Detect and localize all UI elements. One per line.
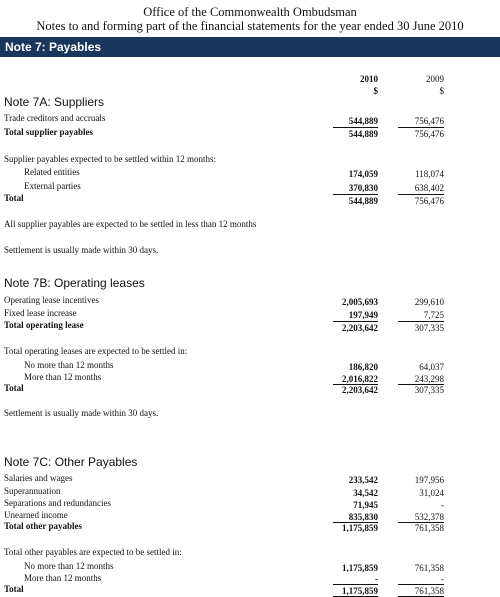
total-value-2009: 756,476 xyxy=(414,129,444,139)
total-label: Total other payables xyxy=(4,521,83,531)
total-value-2009: 756,476 xyxy=(414,196,444,206)
row-value-2010: 2,005,693 xyxy=(342,297,378,307)
total-value-2009: 307,335 xyxy=(414,385,444,395)
note7c-title: Note 7C: Other Payables xyxy=(4,455,138,469)
rule xyxy=(333,321,378,322)
row-value-2009: 7,725 xyxy=(423,310,444,320)
row-value-2010: 544,889 xyxy=(348,116,378,126)
total-value-2010: 544,889 xyxy=(348,129,378,139)
row-value-2010: 1,175,859 xyxy=(342,563,378,573)
row-value-2009: 243,298 xyxy=(414,374,444,384)
col-2009: 2009 xyxy=(426,74,444,84)
row-value-2009: 31,024 xyxy=(419,488,444,498)
row-value-2010: 186,820 xyxy=(348,362,378,372)
row-value-2009: 197,956 xyxy=(414,475,444,485)
row-label: Salaries and wages xyxy=(4,473,73,483)
row-value-2009: 761,358 xyxy=(414,563,444,573)
row-value-2010: 233,542 xyxy=(348,475,378,485)
row-label: No more than 12 months xyxy=(24,561,114,571)
col-2009-unit: $ xyxy=(439,86,444,96)
settle-heading: Total operating leases are expected to be settled in: xyxy=(4,346,188,356)
row-value-2010: 34,542 xyxy=(353,488,378,498)
total-label: Total operating lease xyxy=(4,320,84,330)
col-2010: 2010 xyxy=(360,74,378,84)
total-value-2009: 307,335 xyxy=(414,323,444,333)
row-value-2010: - xyxy=(375,574,378,584)
row-value-2010: 2,016,822 xyxy=(342,374,378,384)
row-value-2009: 638,402 xyxy=(414,183,444,193)
total-value-2010: 544,889 xyxy=(348,196,378,206)
row-label: Operating lease incentives xyxy=(4,295,99,305)
rule xyxy=(398,321,444,322)
rule xyxy=(398,127,444,128)
row-value-2010: 835,830 xyxy=(348,512,378,522)
row-value-2009: 64,037 xyxy=(419,362,444,372)
row-label: Unearned income xyxy=(4,510,68,520)
note7a-title: Note 7A: Suppliers xyxy=(4,95,105,109)
settle-heading: Supplier payables expected to be settled within 12 months: xyxy=(4,154,216,164)
row-value-2009: 532,378 xyxy=(414,512,444,522)
row-label: No more than 12 months xyxy=(24,360,114,370)
total-label: Total xyxy=(4,383,24,393)
rule xyxy=(398,584,444,585)
rule xyxy=(398,194,444,195)
rule xyxy=(333,127,378,128)
total-value-2010: 1,175,859 xyxy=(342,586,378,596)
row-value-2009: 118,074 xyxy=(415,169,444,179)
row-label: External parties xyxy=(24,181,81,191)
row-label: Separations and redundancies xyxy=(4,498,111,508)
settle-heading: Total other payables are expected to be settled in: xyxy=(4,547,182,557)
note-title-band xyxy=(0,37,500,57)
total-value-2010: 1,175,859 xyxy=(342,523,378,533)
rule xyxy=(333,584,378,585)
row-label: Superannuation xyxy=(4,486,61,496)
total-value-2010: 2,203,642 xyxy=(342,385,378,395)
row-label: More than 12 months xyxy=(24,573,102,583)
rule xyxy=(333,194,378,195)
note7b-title: Note 7B: Operating leases xyxy=(4,276,145,290)
col-2010-unit: $ xyxy=(373,86,378,96)
note-text: All supplier payables are expected to be settled in less than 12 months xyxy=(4,219,257,229)
total-value-2009: 761,358 xyxy=(414,523,444,533)
document-subtitle: Notes to and forming part of the financial statements for the year ended 30 June 2010 xyxy=(36,19,464,33)
row-value-2009: - xyxy=(441,500,444,510)
note-text: Settlement is usually made within 30 days. xyxy=(4,408,159,418)
total-value-2010: 2,203,642 xyxy=(342,323,378,333)
row-label: Fixed lease increase xyxy=(4,308,77,318)
row-value-2009: 299,610 xyxy=(414,297,444,307)
row-value-2009: 756,476 xyxy=(414,116,444,126)
note-title: Note 7: Payables xyxy=(5,40,102,54)
total-label: Total supplier payables xyxy=(4,127,94,137)
total-label: Total xyxy=(4,193,24,203)
note-text: Settlement is usually made within 30 days. xyxy=(4,245,159,255)
total-value-2009: 761,358 xyxy=(414,586,444,596)
row-label: Trade creditors and accruals xyxy=(4,113,106,123)
total-label: Total xyxy=(4,584,24,594)
row-label: More than 12 months xyxy=(24,372,102,382)
row-label: Related entities xyxy=(24,167,80,177)
row-value-2010: 71,945 xyxy=(353,500,378,510)
row-value-2009: - xyxy=(441,574,444,584)
document-org: Office of the Commonwealth Ombudsman xyxy=(143,5,357,19)
row-value-2010: 370,830 xyxy=(348,183,378,193)
row-value-2010: 197,949 xyxy=(348,310,378,320)
row-value-2010: 174,059 xyxy=(348,169,378,179)
